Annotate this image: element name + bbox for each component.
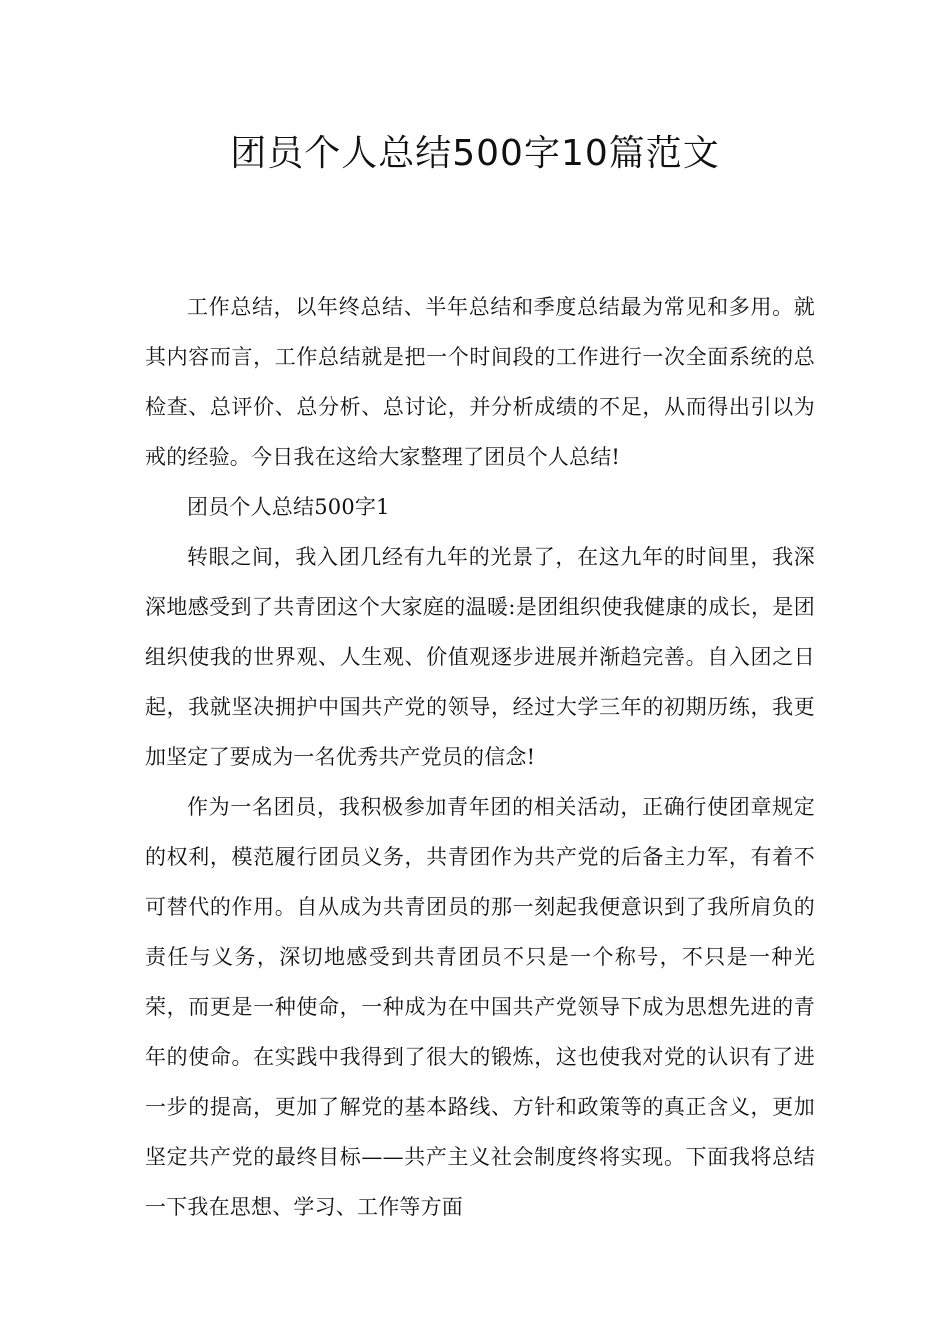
body-paragraph: 转眼之间，我入团几经有九年的光景了，在这九年的时间里，我深深地感受到了共青团这个大家庭的温暖:是团组织使我健康的成长，是团组织使我的世界观、人生观、价值观逐步进展并渐趋完善。自入团之日起，我就坚决拥护中国共产党的领导，经过大学三年的初期历练，我更加坚定了要成为一名优秀共产党员的信念! [145, 545, 815, 769]
document-body [145, 282, 815, 1232]
intro-paragraph: 工作总结，以年终总结、半年总结和季度总结最为常见和多用。就其内容而言，工作总结就是把一个时间段的工作进行一次全面系统的总检查、总评价、总分析、总讨论，并分析成绩的不足，从而得出引以为戒的经验。今日我在这给大家整理了团员个人总结! [145, 295, 815, 469]
body-paragraph: 作为一名团员，我积极参加青年团的相关活动，正确行使团章规定的权利，模范履行团员义务，共青团作为共产党的后备主力军，有着不可替代的作用。自从成为共青团员的那一刻起我便意识到了我所肩负的责任与义务，深切地感受到共青团员不只是一个称号，不只是一种光荣，而更是一种使命，一种成为在中国共产党领导下成为思想先进的青年的使命。在实践中我得到了很大的锻炼，这也使我对党的认识有了进一步的提高，更加了解党的基本路线、方针和政策等的真正含义，更加坚定共产党的最终目标——共产主义社会制度终将实现。下面我将总结一下我在思想、学习、工作等方面 [145, 795, 815, 1219]
section-heading: 团员个人总结500字1 [187, 495, 390, 519]
document-title: 团员个人总结500字10篇范文 [230, 133, 720, 174]
